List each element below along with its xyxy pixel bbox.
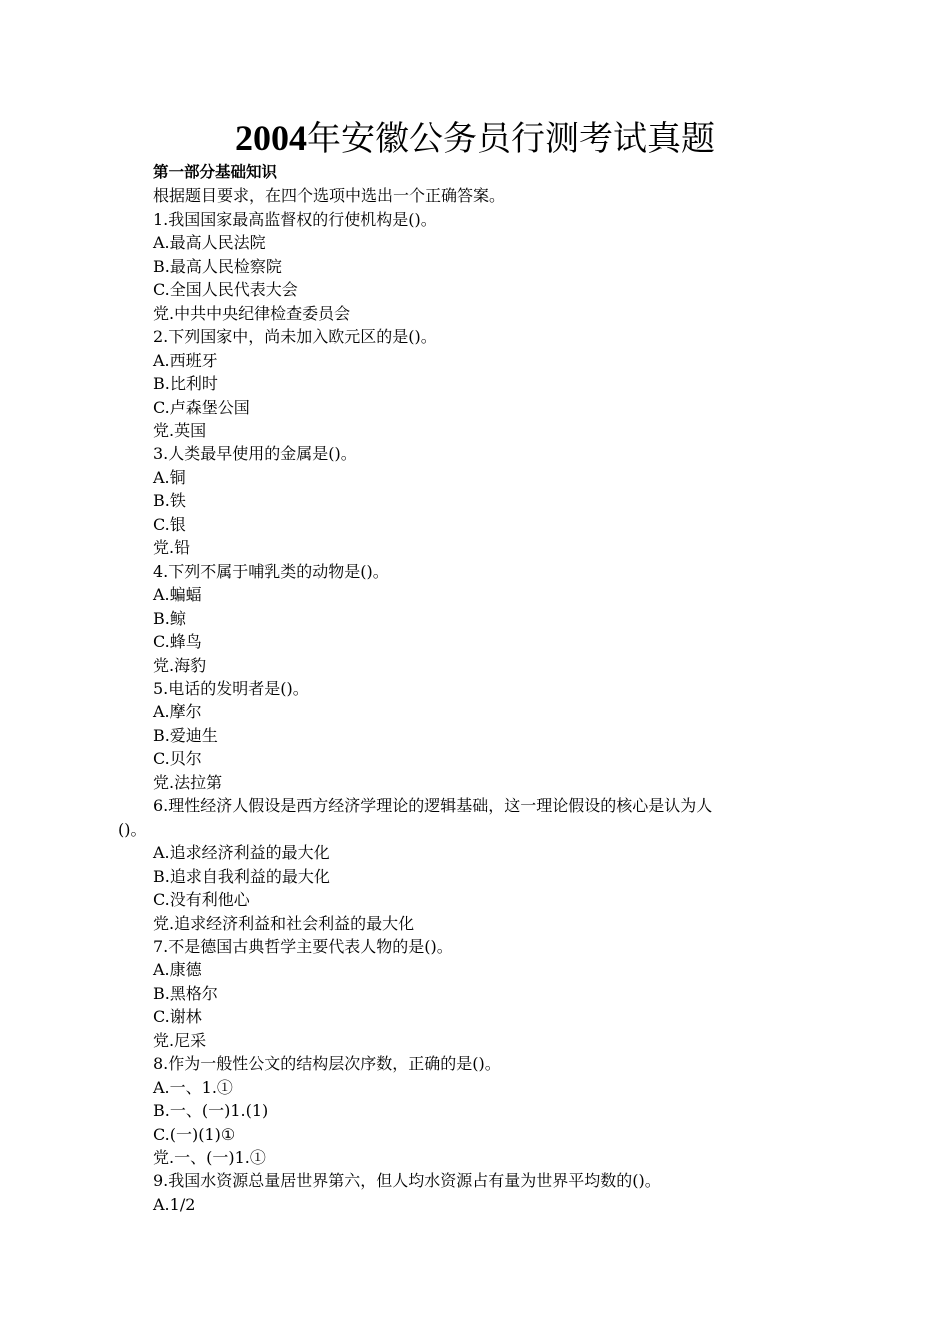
text-line: C.贝尔 bbox=[153, 749, 202, 769]
text-line: C.(一)(1)① bbox=[153, 1124, 236, 1144]
text-line: 党.海豹 bbox=[153, 655, 207, 675]
document-body bbox=[118, 161, 838, 1216]
text-line: 党.追求经济利益和社会利益的最大化 bbox=[153, 913, 415, 933]
title-text: 年安徽公务员行测考试真题 bbox=[307, 119, 715, 159]
text-line: B.鲸 bbox=[153, 608, 186, 628]
text-line: B.追求自我利益的最大化 bbox=[153, 866, 330, 886]
text-line: ()。 bbox=[118, 819, 147, 839]
text-line: B.一、(一)1.(1) bbox=[153, 1101, 269, 1121]
text-line: B.最高人民检察院 bbox=[153, 256, 282, 276]
text-line: 6.理性经济人假设是西方经济学理论的逻辑基础，这一理论假设的核心是认为人 bbox=[153, 796, 713, 816]
text-line: C.银 bbox=[153, 514, 186, 534]
text-line: A.最高人民法院 bbox=[153, 233, 266, 253]
title-year: 2004 bbox=[235, 118, 307, 158]
text-line: C.蜂鸟 bbox=[153, 632, 202, 652]
text-line: 党.法拉第 bbox=[153, 772, 223, 792]
text-line: 8.作为一般性公文的结构层次序数，正确的是()。 bbox=[153, 1054, 501, 1074]
text-line: C.谢林 bbox=[153, 1007, 202, 1027]
text-line: A.康德 bbox=[153, 960, 202, 980]
text-line: A.一、1.① bbox=[153, 1077, 233, 1097]
text-line: B.爱迪生 bbox=[153, 725, 218, 745]
text-line: 党.铅 bbox=[153, 538, 191, 558]
text-line: 党.尼采 bbox=[153, 1030, 207, 1050]
text-line: C.没有利他心 bbox=[153, 890, 250, 910]
text-line: A.铜 bbox=[153, 467, 186, 487]
text-line: 1.我国国家最高监督权的行使机构是()。 bbox=[153, 209, 437, 229]
text-line: 7.不是德国古典哲学主要代表人物的是()。 bbox=[153, 936, 453, 956]
text-line: B.比利时 bbox=[153, 374, 218, 394]
text-line: A.西班牙 bbox=[153, 350, 218, 370]
text-line: 4.下列不属于哺乳类的动物是()。 bbox=[153, 561, 389, 581]
text-line: 5.电话的发明者是()。 bbox=[153, 678, 309, 698]
section-heading: 第一部分基础知识 bbox=[153, 163, 278, 181]
text-line: 3.人类最早使用的金属是()。 bbox=[153, 444, 357, 464]
document-title bbox=[0, 116, 950, 161]
text-line: C.卢森堡公国 bbox=[153, 397, 250, 417]
text-line: A.追求经济利益的最大化 bbox=[153, 843, 330, 863]
text-line: B.黑格尔 bbox=[153, 983, 218, 1003]
text-line: A.摩尔 bbox=[153, 702, 202, 722]
text-line: 党.一、(一)1.① bbox=[153, 1148, 266, 1168]
text-line: 9.我国水资源总量居世界第六，但人均水资源占有量为世界平均数的()。 bbox=[153, 1171, 661, 1191]
text-line: 党.英国 bbox=[153, 420, 207, 440]
text-line: B.铁 bbox=[153, 491, 186, 511]
text-line: 2.下列国家中，尚未加入欧元区的是()。 bbox=[153, 327, 437, 347]
text-line: 根据题目要求，在四个选项中选出一个正确答案。 bbox=[153, 186, 506, 206]
text-line: C.全国人民代表大会 bbox=[153, 280, 298, 300]
text-line: A.蝙蝠 bbox=[153, 585, 202, 605]
text-line: A.1/2 bbox=[153, 1194, 196, 1214]
text-line: 党.中共中央纪律检查委员会 bbox=[153, 303, 351, 323]
